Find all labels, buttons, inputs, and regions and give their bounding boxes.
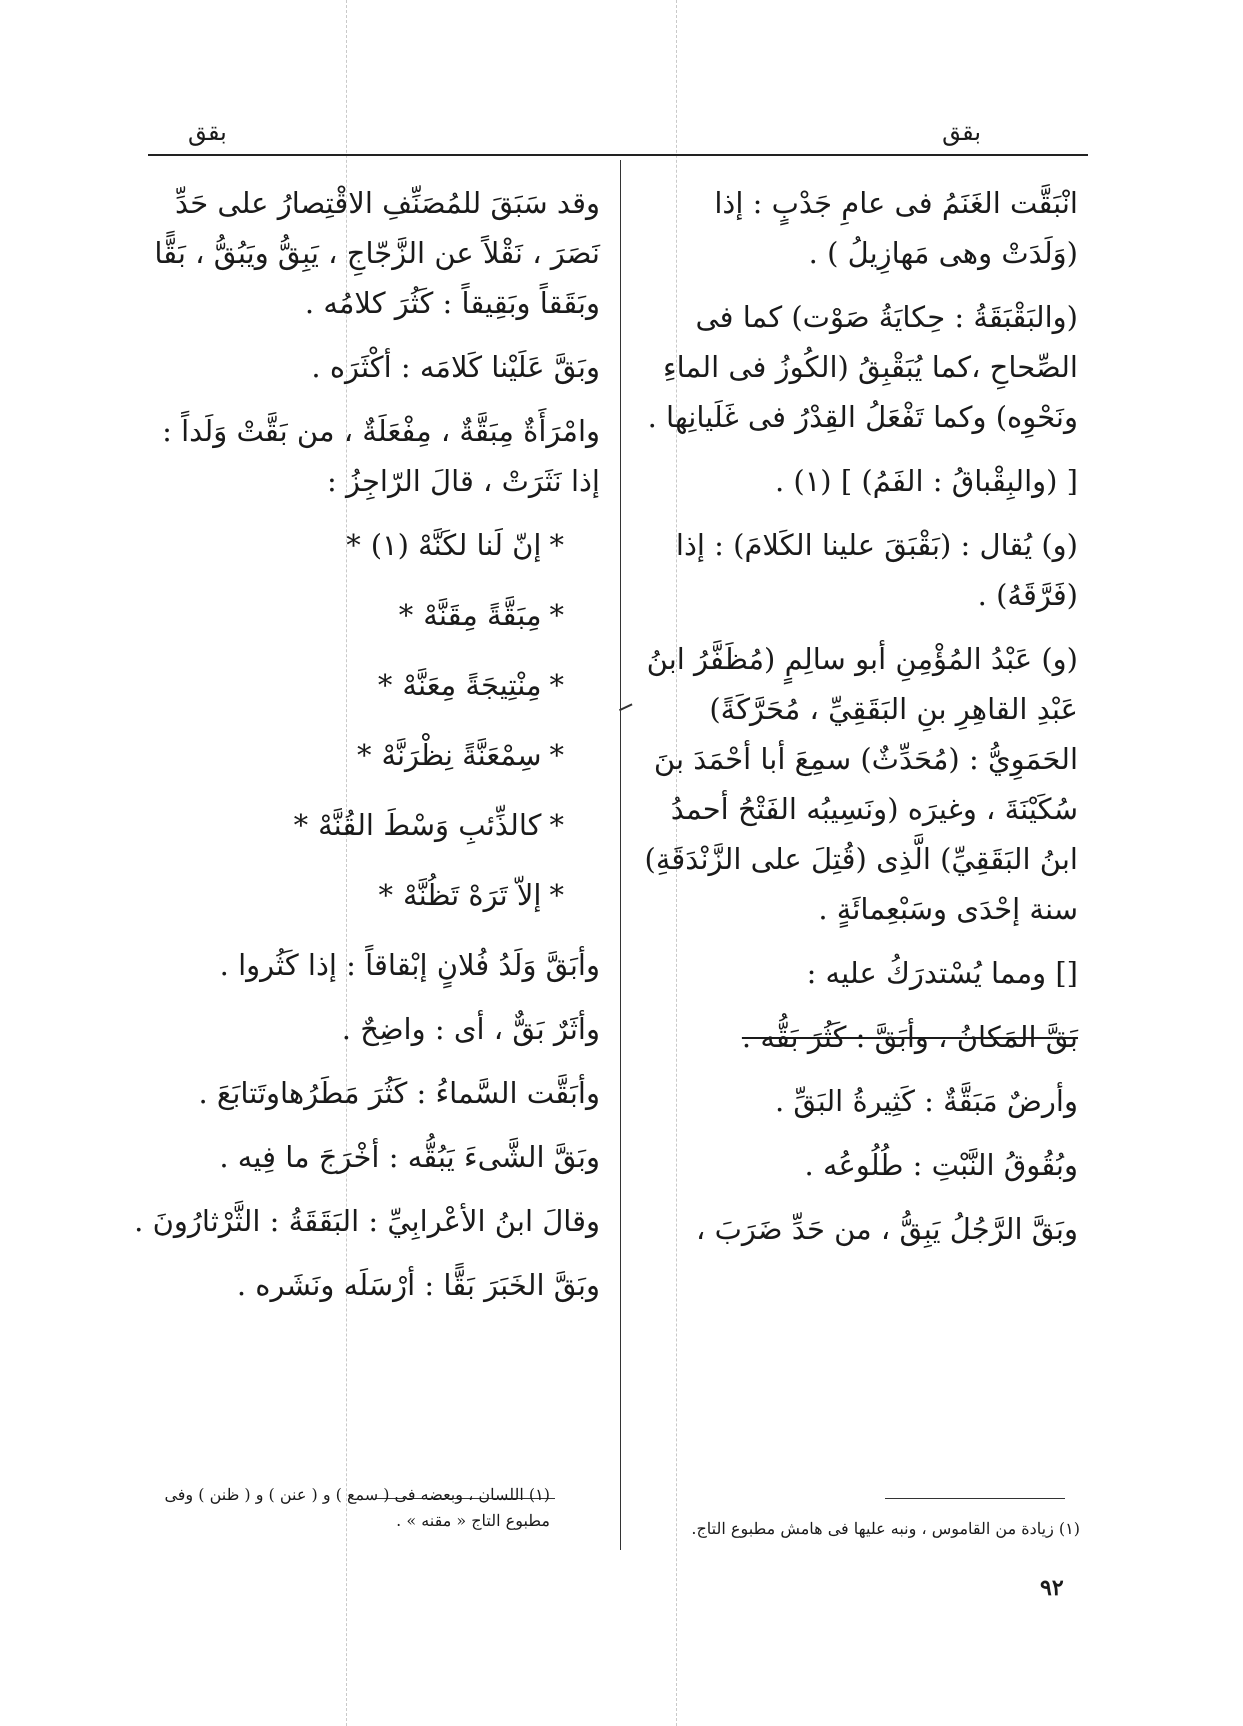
column-divider — [620, 160, 621, 1550]
verse-line: * سِمْعَنَّةً نِظْرَنَّهْ * — [130, 730, 600, 780]
paragraph: وامْرَأَةٌ مِبَقَّةٌ ، مِفْعَلَةٌ ، من بَقَّتْ وَلَداً : إذا نَثَرَتْ ، قالَ الرّاجِزُ : — [162, 414, 600, 498]
paragraph: انْبَقَّت الغَنَمُ فى عامِ جَدْبٍ : إذا (وَلَدَتْ وهى مَهازِيلُ ) . — [714, 186, 1078, 270]
footnote-right: (١) زيادة من القاموس ، ونبه عليها فى هامش مطبوع التاج. — [691, 1519, 1080, 1538]
header-rule — [148, 154, 1088, 156]
paragraph: وبَقَّ الرَّجُلُ يَبِقُّ ، من حَدِّ ضَرَبَ ، — [696, 1212, 1078, 1246]
paragraph: (و) يُقال : (بَقْبَقَ علينا الكَلامَ) : إذا (فَرَّقَهُ) . — [675, 528, 1078, 612]
header-right-keyword: بقق — [942, 118, 981, 146]
paragraph: وأثَرٌ بَقٌّ ، أى : واضِحٌ . — [341, 1012, 600, 1046]
footnote-rule — [885, 1498, 1065, 1499]
verse-line: * إنّ لَنا لكَنَّهْ (١) * — [130, 520, 600, 570]
paragraph: [] ومما يُسْتدرَكُ عليه : — [806, 956, 1078, 990]
paragraph: وقد سَبَقَ للمُصَنِّفِ الاقْتِصارُ على حَدِّ نَصَرَ ، نَقْلاً عن الزَّجّاجِ ، يَبِقُّ ويَبُقُّ ، بَقًّا وبَقَقاً وبَقِيقاً : كَثُرَ كلامُه . — [154, 186, 600, 320]
left-column — [130, 178, 600, 1324]
paragraph: وبَقَّ عَلَيْنا كَلامَه : أكْثَرَه . — [311, 350, 600, 384]
footnote-left: (١) اللسان ، وبعضه فى ( سمع ) و ( عنن ) و ( ظنن ) وفى مطبوع التاج « مقنه » . — [164, 1485, 550, 1530]
verse-line: * مِبَقَّةً مِقَنَّهْ * — [130, 590, 600, 640]
paragraph: وبَقَّ الشَّىءَ يَبُقُّه : أخْرَجَ ما فِيه . — [219, 1140, 600, 1174]
paragraph: وأبَقَّت السَّماءُ : كَثُرَ مَطَرُهاوتَتابَعَ . — [198, 1076, 600, 1110]
paragraph: وقالَ ابنُ الأعْرابِيِّ : البَقَقَةُ : الثَّرْثارُونَ . — [134, 1204, 600, 1238]
page-number: ٩٢ — [1040, 1575, 1064, 1601]
verse-line: * مِنْتِيجَةً مِعَنَّهْ * — [130, 660, 600, 710]
paragraph: (و) عَبْدُ المُؤْمِنِ أبو سالِمٍ (مُظَفَّرُ ابنُ عَبْدِ القاهِرِ بنِ البَقَقِيِّ ، مُحَرَّكَةً) الحَمَوِيُّ : (مُحَدِّثٌ) سمِعَ أبا أحْمَدَ بنَ سُكَيْنَةَ ، وغيرَه (ونَسِيبُه الفَتْحُ أحمدُ ابنُ البَقَقِيِّ) الَّذِى (قُتِلَ على الزَّنْدَقَةِ) سنة إحْدَى وسَبْعِمائَةٍ . — [644, 642, 1078, 926]
right-column — [640, 178, 1078, 1268]
paragraph-struck: بَقَّ المَكانُ ، وأبَقَّ : كَثُرَ بَقُّه . — [741, 1020, 1078, 1054]
header-left-keyword: بقق — [188, 118, 227, 146]
paragraph: (والبَقْبَقَةُ : حِكايَةُ صَوْت) كما فى الصِّحاحِ ،كما يُبَقْبِقُ (الكُوزُ فى الماءِ ونَحْوِه) وكما تَفْعَلُ القِدْرُ فى غَلَيانِها . — [647, 300, 1078, 434]
verse-line: * كالذِّئبِ وَسْطَ القُنَّهْ * — [130, 800, 600, 850]
paragraph: وبُقُوقُ النَّبْتِ : طُلُوعُه . — [804, 1148, 1078, 1182]
paragraph: وأرضٌ مَبَقَّةٌ : كَثِيرةُ البَقِّ . — [774, 1084, 1078, 1118]
verse-line: * إلاّ تَرَهْ تَظُنَّهْ * — [130, 870, 600, 920]
paragraph: وبَقَّ الخَبَرَ بَقًّا : أرْسَلَه ونَشَره . — [236, 1268, 600, 1302]
paragraph: وأبَقَّ وَلَدُ فُلانٍ إبْقاقاً : إذا كَثُروا . — [219, 948, 600, 982]
pencil-mark — [619, 703, 635, 716]
paragraph: [ (والبِقْباقُ : الفَمُ) ] (١) . — [774, 464, 1078, 498]
